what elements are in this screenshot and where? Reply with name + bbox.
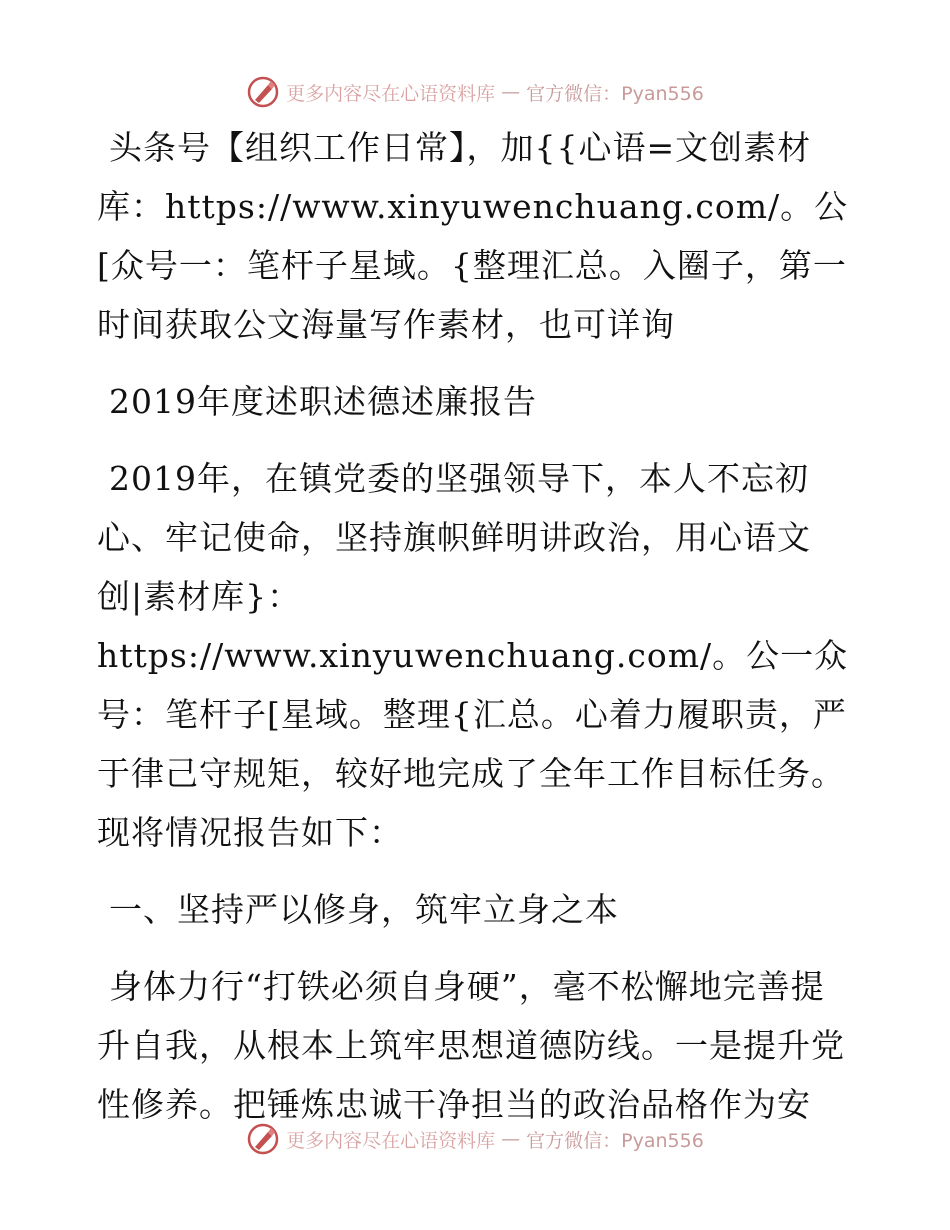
banner-separator: — [501,81,521,103]
intro-paragraph: 头条号【组织工作日常】，加{{心语=文创素材库：https://www.xinyuwenchuang.com/。公[众号一：笔杆子星域。{整理汇总。入圈子，第一时间获取公文海量写作素材，也可详询 [97,128,849,344]
pen-nib-logo-icon [246,75,280,109]
pen-nib-logo-icon [246,1122,280,1156]
banner-contact: 官方微信：Pyan556 [526,1129,704,1152]
section-paragraph: 身体力行“打铁必须自身硬”，毫不松懈地完善提升自我，从根本上筑牢思想道德防线。一是提升党性修养。把锤炼忠诚干净担当的政治品格作为安 [97,967,845,1124]
banner-separator: — [501,1128,521,1150]
footer-watermark-banner [0,1119,950,1159]
section-heading: 一、坚持严以修身，筑牢立身之本 [109,890,619,929]
banner-text: 更多内容尽在心语资料库 [286,82,496,105]
document-title: 2019年度述职述德述廉报告 [109,382,537,421]
header-watermark-banner [0,72,950,112]
opening-paragraph: 2019年，在镇党委的坚强领导下，本人不忘初心、牢记使命，坚持旗帜鲜明讲政治，用心语文创|素材库}：https://www.xinyuwenchuang.com/。公一众号：笔杆子[星域。整理{汇总。心着力履职责，严于律己守规矩，较好地完成了全年工作目标任务。现将情况报告如下： [97,459,849,852]
banner-text: 更多内容尽在心语资料库 [286,1129,496,1152]
banner-contact: 官方微信：Pyan556 [526,82,704,105]
document-body [97,118,857,1134]
